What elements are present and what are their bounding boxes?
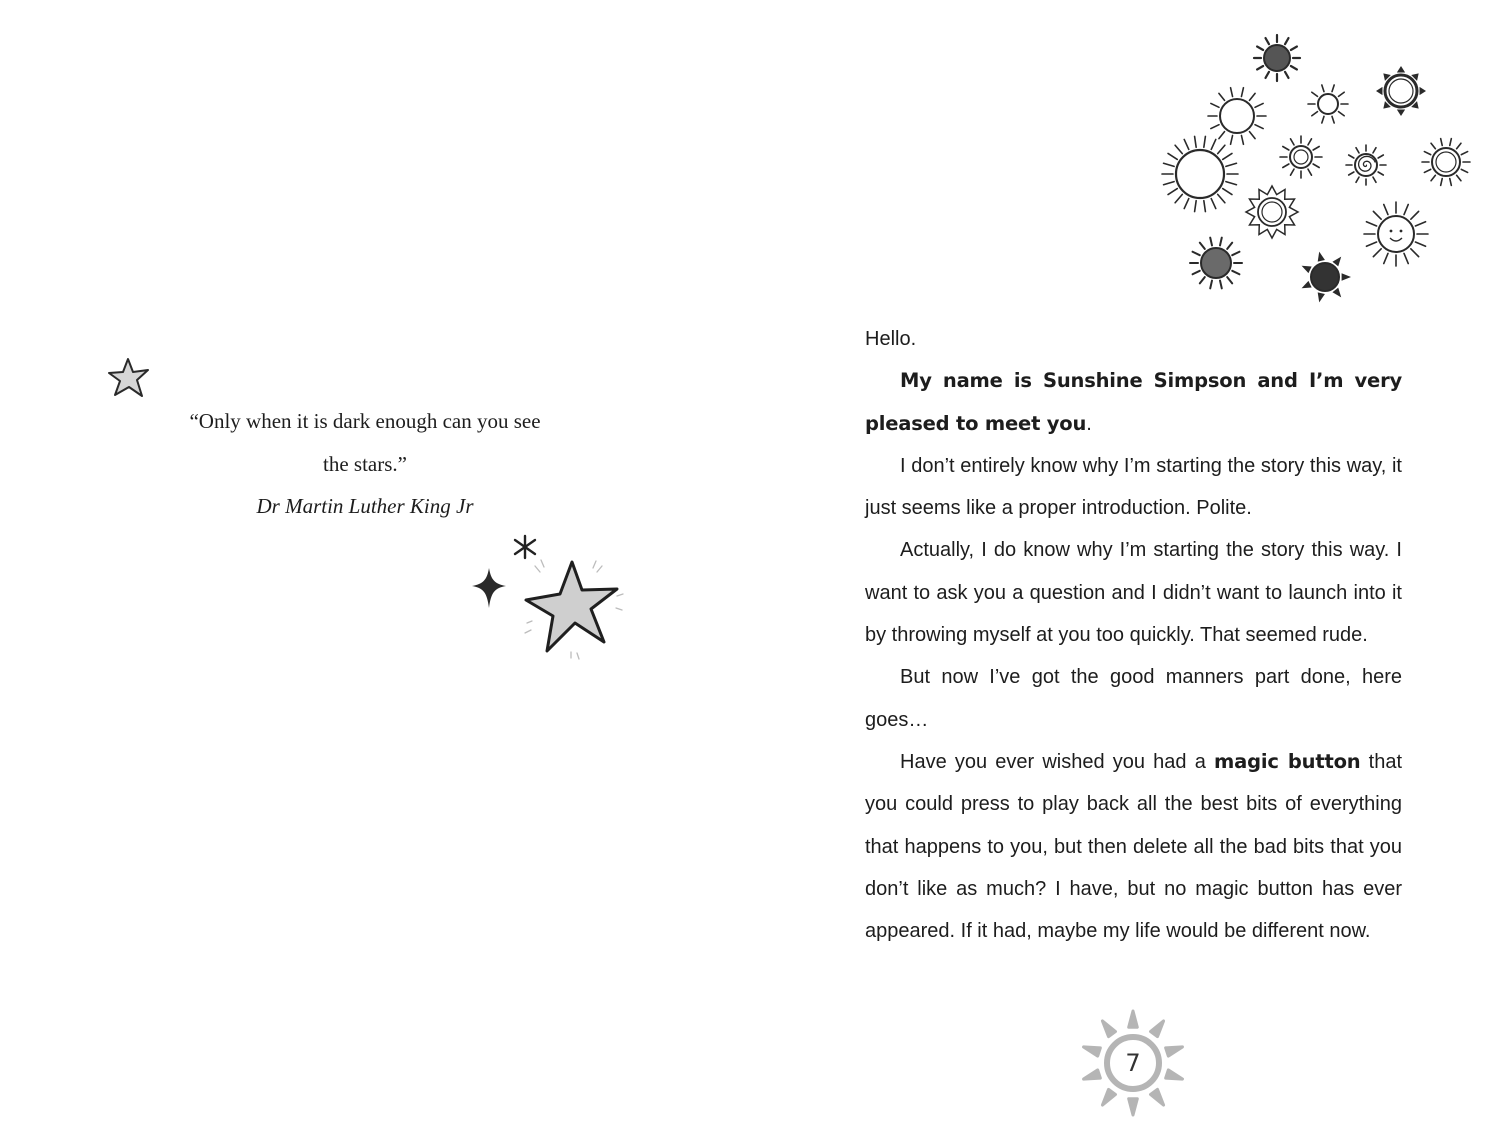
sun-doodle bbox=[1376, 66, 1426, 116]
epigraph-quote-line-1: “Only when it is dark enough can you see bbox=[189, 409, 541, 433]
body-text bbox=[865, 318, 1402, 952]
handwritten-intro: My name is Sunshine Simpson and I’m very pleased to meet you bbox=[865, 369, 1402, 435]
sun-doodle bbox=[1422, 139, 1470, 186]
epigraph-attribution: Dr Martin Luther King Jr bbox=[256, 494, 474, 518]
star-sparkle-cluster-icon bbox=[465, 528, 630, 668]
epigraph-quote-line-2: the stars.” bbox=[323, 451, 407, 476]
paragraph: I don’t entirely know why I’m starting the story this way, it just seems like a proper introduction. Polite. bbox=[865, 454, 1402, 520]
magic-button-emphasis: magic button bbox=[1214, 749, 1361, 773]
paragraph-magic-button: Have you ever wished you had a magic button that you could press to play back all the best bits of everything that happens to you, but then delete all the bad bits that you don’t like as much? I have, but no magic button has ever appeared. If it had, maybe my life would be different now. bbox=[865, 749, 1402, 943]
sun-doodle bbox=[1308, 85, 1348, 123]
sun-doodle bbox=[1246, 186, 1298, 238]
sun-doodle bbox=[1280, 136, 1322, 178]
star-outline-icon bbox=[104, 354, 154, 404]
paragraph-introduction: My name is Sunshine Simpson and I’m very pleased to meet you. bbox=[865, 369, 1402, 435]
sun-doodle bbox=[1302, 252, 1351, 303]
sun-doodle bbox=[1208, 88, 1266, 145]
sun-doodle bbox=[1190, 238, 1242, 289]
paragraph-hello: Hello. bbox=[865, 328, 917, 350]
sun-doodle bbox=[1346, 145, 1386, 185]
sun-doodle bbox=[1162, 136, 1238, 211]
paragraph: But now I’ve got the good manners part done, here goes… bbox=[865, 666, 1402, 731]
sun-doodle bbox=[1254, 35, 1300, 81]
paragraph: Actually, I do know why I’m starting the story this way. I want to ask you a question and I didn’t want to launch into it by throwing myself at you too quickly. That seemed rude. bbox=[865, 539, 1402, 647]
epigraph bbox=[120, 400, 610, 528]
sun-doodle bbox=[1364, 202, 1428, 266]
sun-cluster-icon bbox=[1160, 28, 1490, 313]
page-number: 7 bbox=[1125, 1049, 1141, 1077]
